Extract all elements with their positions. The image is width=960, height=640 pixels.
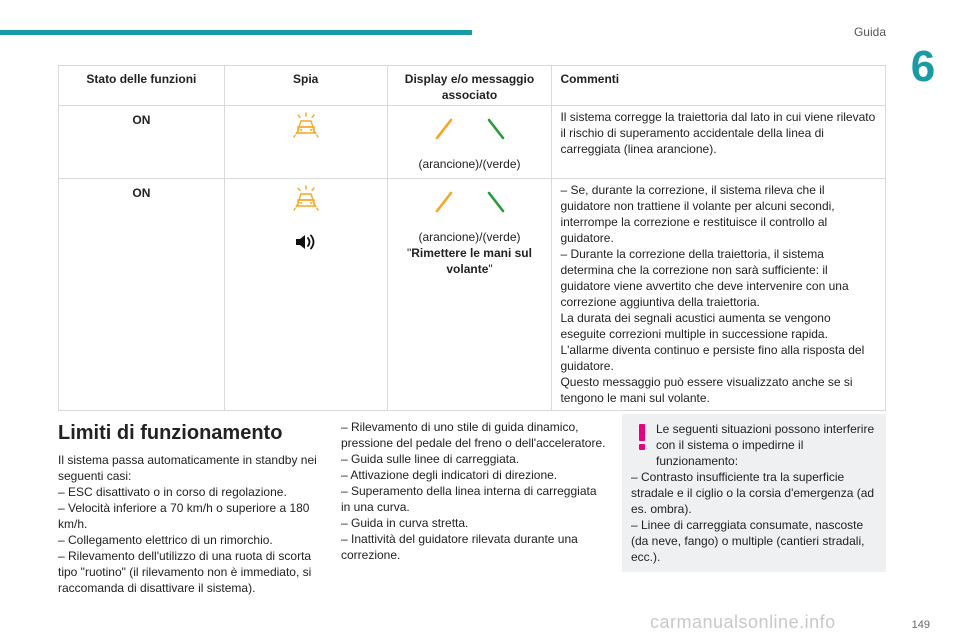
table-header-cell: Display e/o messaggio associato [387, 66, 552, 106]
limits-item: – Rilevamento di uno stile di guida dinamico, pressione del pedale del freno o dell'acceleratore. [341, 420, 606, 450]
table-header-cell: Spia [224, 66, 387, 106]
comment-text: Questo messaggio può essere visualizzato anche se si tengono le mani sul volante. [560, 375, 853, 405]
page-number: 149 [911, 619, 930, 631]
table-row [59, 179, 886, 411]
section-label: Guida [853, 25, 886, 39]
warning-item: – Linee di carreggiata consumate, nascoste (da neve, fango) o multiple (cantieri stradali, ecc.). [631, 518, 865, 564]
limits-heading: Limiti di funzionamento [58, 422, 283, 444]
table-header-cell: Commenti [552, 66, 886, 106]
display-color-text: (arancione)/(verde) [418, 230, 521, 244]
function-status-table [58, 65, 886, 411]
warning-item: – Contrasto insufficiente tra la superficie stradale e il ciglio o la corsia d'emergenza (ad es. ombra). [631, 470, 875, 516]
display-cell [387, 179, 552, 411]
chapter-number: 6 [910, 42, 936, 91]
exclamation-icon [636, 424, 648, 450]
limits-item: – Superamento della linea interna di carreggiata in una curva. [341, 484, 597, 514]
limits-item: – Inattività del guidatore rilevata durante una correzione. [341, 532, 578, 562]
comment-cell [552, 179, 886, 411]
limits-column-1 [58, 420, 326, 596]
comment-text: La durata dei segnali acustici aumenta se vengono eseguite correzioni multiple in successione rapida. [560, 311, 831, 341]
limits-item: – Guida sulle linee di carreggiata. [341, 452, 520, 466]
limits-item: – Collegamento elettrico di un rimorchio. [58, 533, 273, 547]
table-header-row [59, 66, 886, 106]
lane-keep-warning-icon [291, 185, 321, 213]
display-message-text: Rimettere le mani sul volante [411, 246, 532, 276]
speaker-icon [295, 233, 317, 251]
table-header-cell: Stato delle funzioni [59, 66, 225, 106]
watermark: carmanualsonline.info [650, 612, 836, 632]
limits-column-2 [341, 419, 609, 563]
comment-text: L'allarme diventa continuo e persiste fino alla risposta del guidatore. [560, 343, 865, 373]
limits-item: – Guida in curva stretta. [341, 516, 469, 530]
indicator-cell [224, 106, 387, 179]
display-color-text: (arancione)/(verde) [418, 157, 521, 171]
display-message: "Rimettere le mani sul volante" [407, 246, 532, 276]
limits-item: – Rilevamento dell'utilizzo di una ruota di scorta tipo "ruotino" (il rilevamento non è immediato, si raccomanda di disattivare il sistema). [58, 549, 312, 595]
limits-item: – Attivazione degli indicatori di direzione. [341, 468, 558, 482]
lane-keep-warning-icon [291, 112, 321, 140]
state-cell: ON [59, 179, 225, 411]
comment-text: Il sistema corregge la traiettoria dal lato in cui viene rilevato il rischio di superamento accidentale della linea di carreggiata (linea arancione). [560, 110, 876, 156]
table-row [59, 106, 886, 179]
header-accent-bar [0, 30, 472, 35]
lane-lines-icon [435, 116, 505, 140]
limits-item: – ESC disattivato o in corso di regolazione. [58, 485, 287, 499]
warning-text: Le seguenti situazioni possono interferire con il sistema o impedirne il funzionamento: [656, 422, 875, 468]
limits-item: – Velocità inferiore a 70 km/h o superiore a 180 km/h. [58, 501, 310, 531]
limits-text: Il sistema passa automaticamente in standby nei seguenti casi: [58, 453, 317, 483]
comment-text: – Se, durante la correzione, il sistema rileva che il guidatore non trattiene il volante per alcuni secondi, interrompe la correzione e restituisce il controllo al guidatore. [560, 183, 835, 245]
comment-cell [552, 106, 886, 179]
display-cell [387, 106, 552, 179]
warning-box [622, 414, 886, 572]
lane-lines-icon [435, 189, 505, 213]
indicator-cell [224, 179, 387, 411]
comment-text: – Durante la correzione della traiettoria, il sistema determina che la correzione non sarà sufficiente: il guidatore viene avvertito che deve intervenire con una correzione aggiuntiva della traiettoria. [560, 247, 849, 309]
state-cell: ON [59, 106, 225, 179]
